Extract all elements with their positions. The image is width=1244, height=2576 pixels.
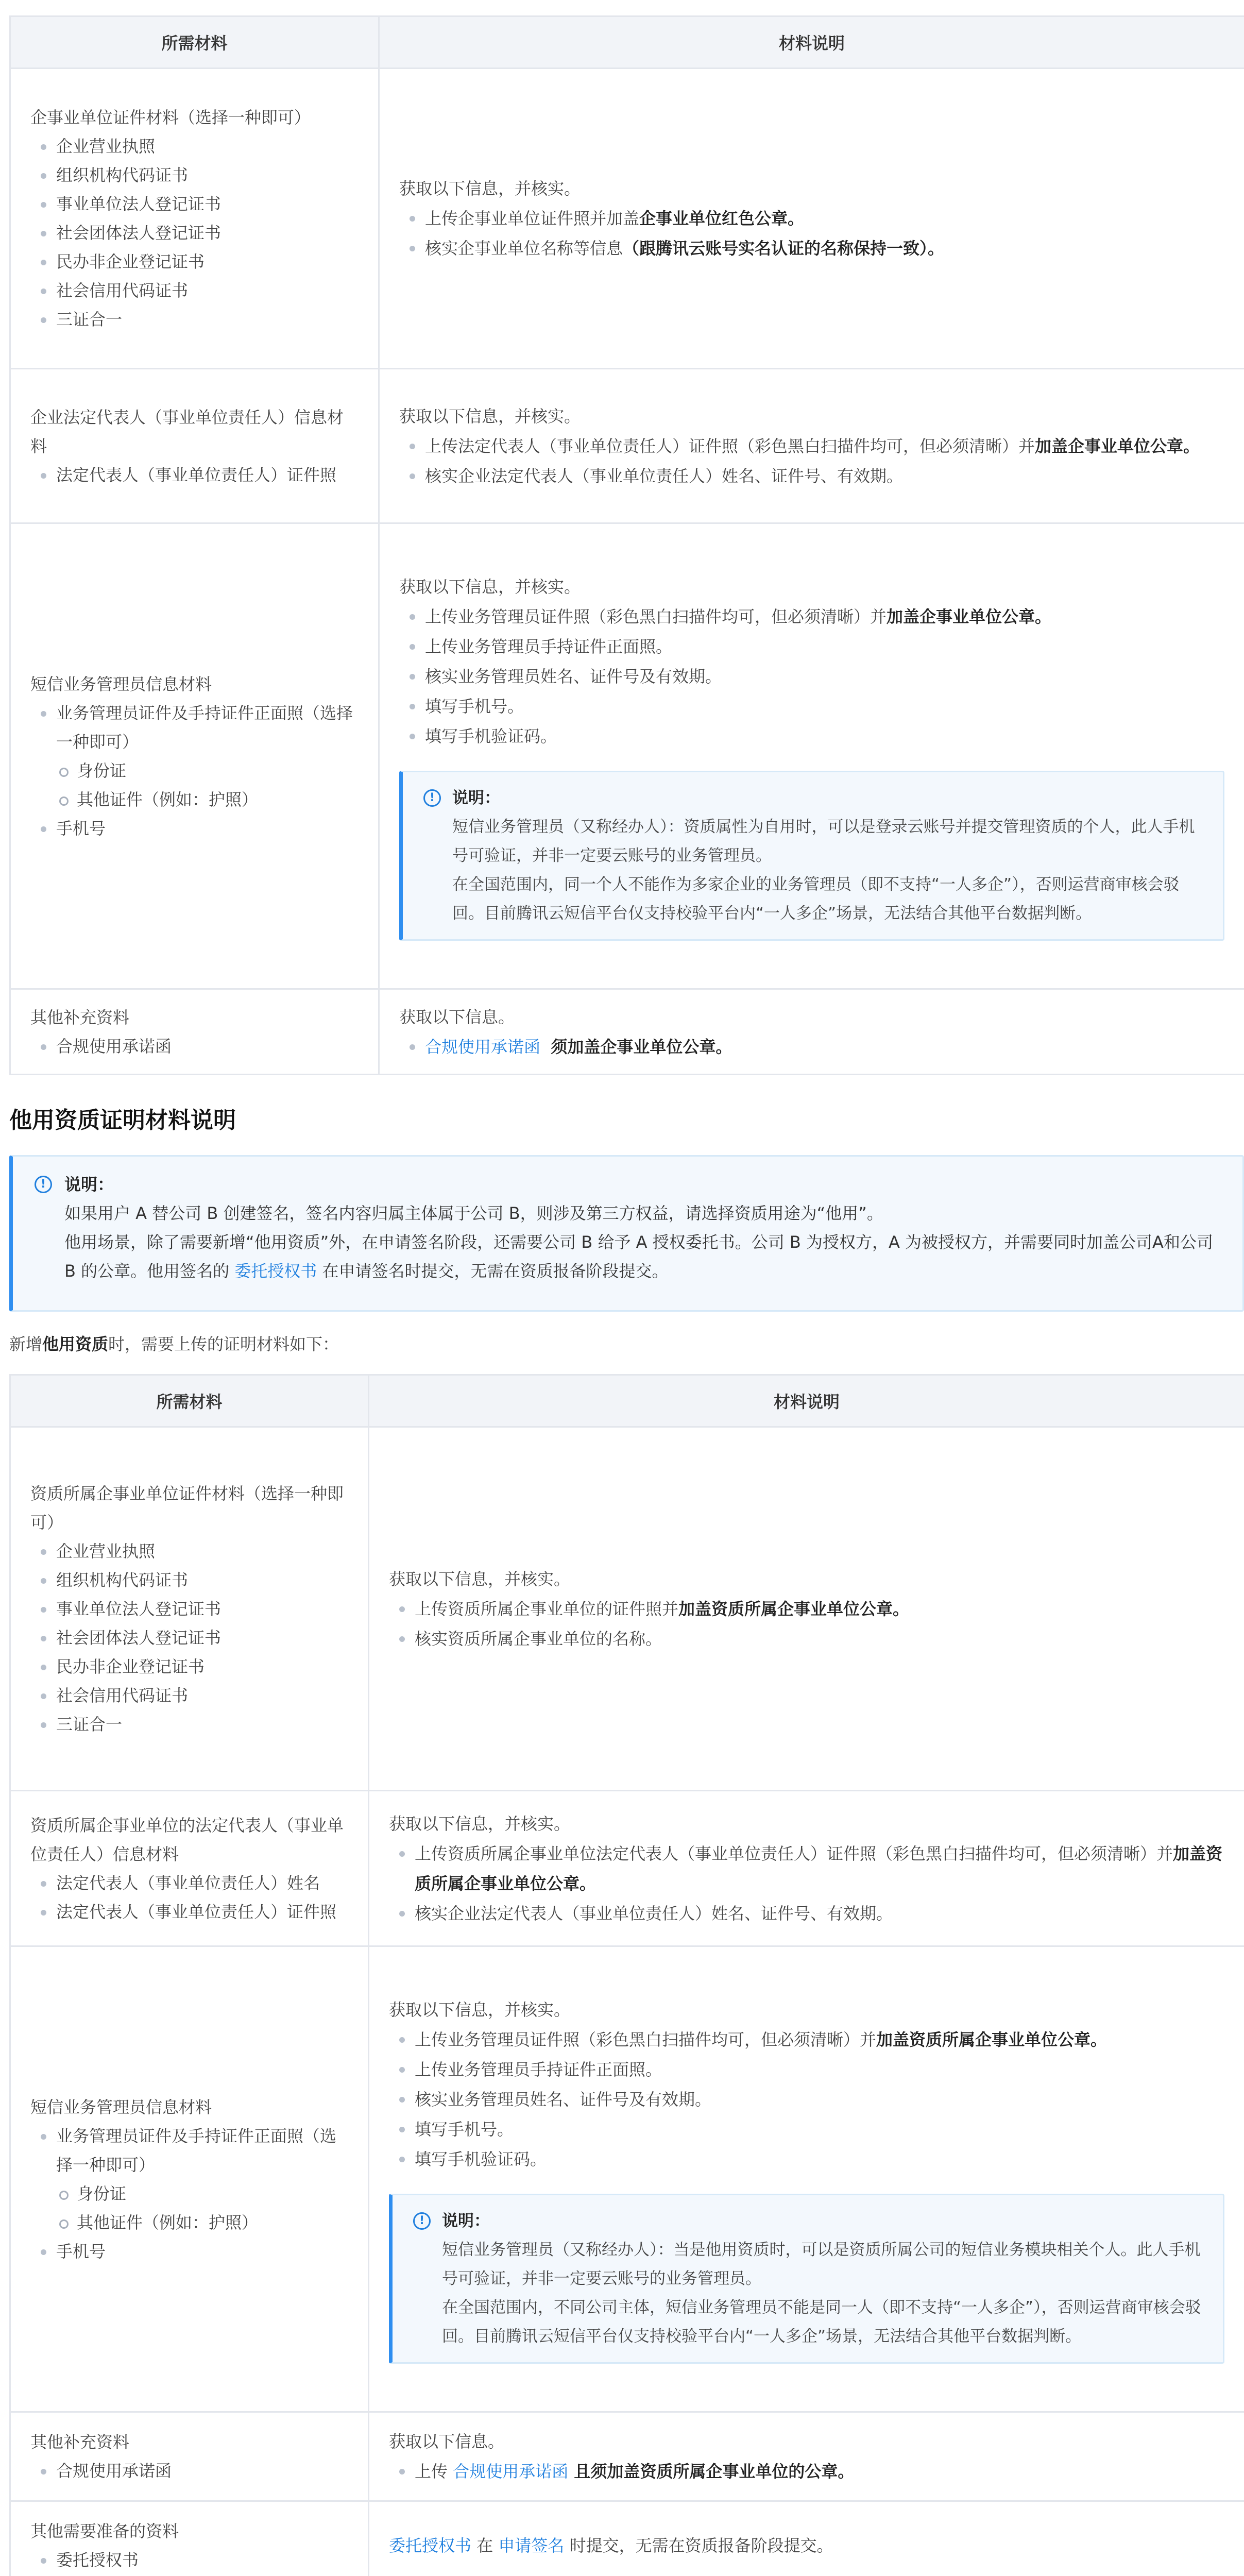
table-row [10,69,1244,369]
table-row [10,1946,1244,2412]
list-item: 组织机构代码证书 [30,1566,348,1595]
list-item: 事业单位法人登记证书 [30,190,359,218]
description-intro: 获取以下信息，并核实。 [389,1569,571,1589]
material-list [30,2546,348,2574]
list-item [30,699,359,814]
item-text: 上传企事业单位证件照并加盖 [425,209,640,228]
list-item: 法定代表人（事业单位责任人）证件照 [30,461,359,489]
materials-cell [10,2412,369,2501]
list-item: 民办非企业登记证书 [30,247,359,276]
list-item: 合规使用承诺函 [30,1032,359,1061]
item-emphasis: 企事业单位红色公章。 [639,209,805,228]
material-list [30,1032,359,1061]
item-text: 上传资质所属企事业单位的证件照并 [415,1599,679,1619]
note-box [9,1155,1244,1312]
sub-list-item: 其他证件（例如：护照） [30,785,359,814]
list-item [389,1594,1224,1624]
description-intro: 获取以下信息，并核实。 [389,1814,571,1834]
description-cell [369,2412,1244,2501]
list-item: 组织机构代码证书 [30,161,359,190]
table-row [10,2412,1244,2501]
intro-emphasis: 他用资质 [42,1334,109,1354]
item-text: 上传法定代表人（事业单位责任人）证件照（彩色黑白扫描件均可，但必须清晰）并 [425,436,1035,456]
table-row [10,989,1244,1075]
description-list [399,204,1224,263]
item-emphasis: 且须加盖资质所属企事业单位的公章。 [568,2462,855,2481]
description-intro: 获取以下信息。 [389,2432,505,2451]
material-list [30,1537,348,1739]
list-item [399,233,1224,263]
materials-cell [10,523,379,989]
materials-cell [10,989,379,1075]
authorization-letter-link[interactable]: 委托授权书 [234,1261,317,1281]
table-row [10,1427,1244,1791]
list-item: 社会团体法人登记证书 [30,218,359,247]
list-item [389,2456,1224,2486]
note-text-part: 在申请签名时提交，无需在资质报备阶段提交。 [317,1261,669,1281]
item-emphasis: 加盖企事业单位公章。 [887,606,1052,626]
item-text: 业务管理员证件及手持证件正面照（选择一种即可） [56,2126,337,2175]
description-list [389,2456,1224,2486]
item-emphasis: 加盖资质所属企事业单位公章。 [876,2029,1107,2049]
list-item: 法定代表人（事业单位责任人）证件照 [30,1897,348,1926]
apply-signature-link[interactable]: 申请签名 [498,2535,565,2555]
list-item: 社会团体法人登记证书 [30,1623,348,1652]
sub-list [30,2179,348,2237]
list-item: 上传业务管理员手持证件正面照。 [389,2055,1224,2084]
intro-part: 时，需要上传的证明材料如下： [108,1334,339,1354]
note-title: 说明： [442,2211,490,2230]
item-emphasis: 加盖资质所属企事业单位公章。 [678,1599,910,1619]
list-item: 三证合一 [30,1710,348,1739]
description-list [389,2025,1224,2174]
info-circle-icon: ! [413,2212,431,2230]
material-title: 资质所属企事业单位证件材料（选择一种即可） [30,1483,344,1532]
item-text: 时提交，无需在资质报备阶段提交。 [564,2535,833,2555]
item-emphasis: 须加盖企事业单位公章。 [551,1037,732,1057]
list-item: 三证合一 [30,305,359,334]
sub-list-item: 其他证件（例如：护照） [30,2208,348,2237]
list-item: 上传业务管理员手持证件正面照。 [399,632,1224,662]
list-item: 手机号 [30,2237,348,2266]
list-item: 填写手机验证码。 [389,2144,1224,2174]
description-cell [379,369,1244,523]
list-item: 事业单位法人登记证书 [30,1595,348,1623]
table-row [10,369,1244,523]
materials-table-self-use [9,15,1244,1075]
item-emphasis: 加盖企事业单位公章。 [1035,436,1200,456]
intro-text [9,1331,339,1357]
sub-list-item: 身份证 [30,2179,348,2208]
description-intro: 获取以下信息，并核实。 [399,577,581,597]
description-list [399,602,1224,751]
note-text: 短信业务管理员（又称经办人）：资质属性为自用时，可以是登录云账号并提交管理资质的个人，此人手机号可验证，并非一定要云账号的业务管理员。 [452,817,1195,865]
material-list [30,2122,348,2266]
list-item: 企业营业执照 [30,132,359,161]
commitment-letter-link[interactable]: 合规使用承诺函 [425,1037,541,1057]
description-intro: 获取以下信息，并核实。 [399,406,581,426]
description-list [399,1032,1224,1062]
description-list [399,431,1224,491]
material-title: 企事业单位证件材料（选择一种即可） [30,108,311,127]
list-item: 核实企业法定代表人（事业单位责任人）姓名、证件号、有效期。 [399,461,1224,491]
list-item: 合规使用承诺函 [30,2456,348,2485]
list-item [399,204,1224,233]
item-text: 上传 [415,2462,453,2481]
list-item [389,1839,1224,1899]
material-list [30,461,359,489]
description-intro: 获取以下信息。 [399,1007,515,1027]
material-title: 企业法定代表人（事业单位责任人）信息材料 [30,407,344,456]
note-box [399,771,1224,941]
materials-cell [10,369,379,523]
list-item: 委托授权书 [30,2546,348,2574]
list-item: 核实企业法定代表人（事业单位责任人）姓名、证件号、有效期。 [389,1899,1224,1928]
item-emphasis: （跟腾讯云账号实名认证的名称保持一致）。 [623,239,945,258]
materials-cell [10,1791,369,1946]
note-box [389,2194,1224,2364]
description-intro: 获取以下信息，并核实。 [399,179,581,198]
column-header-materials: 所需材料 [10,16,379,69]
item-text: 业务管理员证件及手持证件正面照（选择一种即可） [56,703,353,752]
list-item: 社会信用代码证书 [30,1681,348,1710]
material-list [30,132,359,334]
description-cell [369,2501,1244,2576]
item-emphasis: 加盖资质所属企事业单位公章。 [415,1843,1223,1893]
list-item: 法定代表人（事业单位责任人）姓名 [30,1869,348,1897]
description-cell [379,989,1244,1075]
list-item [30,2122,348,2237]
commitment-letter-link[interactable]: 合规使用承诺函 [453,2462,569,2481]
authorization-letter-link[interactable]: 委托授权书 [389,2535,472,2555]
note-text: 如果用户 A 替公司 B 创建签名，签名内容归属主体属于公司 B，则涉及第三方权益，请选择资质用途为“他用”。 [64,1204,883,1223]
item-text: 上传业务管理员证件照（彩色黑白扫描件均可，但必须清晰）并 [415,2029,877,2049]
sub-list-item: 身份证 [30,756,359,785]
note-text: 短信业务管理员（又称经办人）：当是他用资质时，可以是资质所属公司的短信业务模块相关个人。此人手机号可验证，并非一定要云账号的业务管理员。 [442,2240,1201,2288]
material-list [30,1869,348,1926]
list-item [399,431,1224,461]
list-item [399,602,1224,632]
materials-table-other-use [9,1374,1244,2576]
description-list [389,1594,1224,1654]
material-list [30,2456,348,2485]
list-item: 手机号 [30,814,359,843]
list-item [399,1032,1224,1062]
column-header-materials: 所需材料 [10,1375,369,1427]
column-header-description: 材料说明 [369,1375,1244,1427]
description-cell [379,523,1244,989]
material-title: 资质所属企事业单位的法定代表人（事业单位责任人）信息材料 [30,1815,344,1864]
section-title: 他用资质证明材料说明 [9,1107,236,1133]
list-item: 核实资质所属企事业单位的名称。 [389,1624,1224,1654]
note-text [64,1228,1227,1285]
material-title: 其他补充资料 [30,1007,130,1027]
item-text: 在 [471,2535,499,2555]
note-title: 说明： [64,1175,114,1194]
material-title: 其他需要准备的资料 [30,2521,179,2541]
table-row [10,523,1244,989]
material-title: 短信业务管理员信息材料 [30,674,212,694]
column-header-description: 材料说明 [379,16,1244,69]
list-item: 核实业务管理员姓名、证件号及有效期。 [399,662,1224,691]
material-title: 其他补充资料 [30,2432,130,2452]
note-text-part: 他用场景，除了需要新增“他用资质”外，在申请签名阶段，还需要公司 B 给予 A 授权委托书。公司 B 为授权方，A 为被授权方，并需要同时加盖公司A和公司 B 的公章。他用签名的 [64,1232,1213,1281]
sub-list [30,756,359,814]
list-item: 填写手机验证码。 [399,721,1224,751]
list-item: 企业营业执照 [30,1537,348,1566]
note-title: 说明： [452,788,500,807]
materials-cell [10,69,379,369]
table-header-row [10,1375,1244,1427]
description-cell [369,1946,1244,2412]
item-text: 核实企事业单位名称等信息 [425,239,623,258]
materials-cell [10,1427,369,1791]
item-text: 上传资质所属企事业单位法定代表人（事业单位责任人）证件照（彩色黑白扫描件均可，但必须清晰）并 [415,1843,1173,1863]
info-circle-icon: ! [35,1176,52,1193]
list-item: 填写手机号。 [399,691,1224,721]
list-item: 社会信用代码证书 [30,276,359,305]
description-cell [369,1791,1244,1946]
note-text: 在全国范围内，同一个人不能作为多家企业的业务管理员（即不支持“一人多企”），否则运营商审核会驳回。目前腾讯云短信平台仅支持校验平台内“一人多企”场景，无法结合其他平台数据判断。 [452,875,1180,923]
list-item [389,2025,1224,2055]
info-circle-icon: ! [423,789,441,807]
list-item: 民办非企业登记证书 [30,1652,348,1681]
note-text: 在全国范围内，不同公司主体，短信业务管理员不能是同一人（即不支持“一人多企”），否则运营商审核会驳回。目前腾讯云短信平台仅支持校验平台内“一人多企”场景，无法结合其他平台数据判断。 [442,2298,1201,2346]
description-list [389,1839,1224,1928]
list-item: 填写手机号。 [389,2114,1224,2144]
description-intro: 获取以下信息，并核实。 [389,1999,571,2020]
description-text [389,2531,1224,2561]
item-text: 上传业务管理员证件照（彩色黑白扫描件均可，但必须清晰）并 [425,606,887,626]
material-list [30,699,359,843]
list-item: 核实业务管理员姓名、证件号及有效期。 [389,2084,1224,2114]
materials-cell [10,1946,369,2412]
table-row [10,2501,1244,2576]
description-cell [379,69,1244,369]
material-title: 短信业务管理员信息材料 [30,2097,212,2117]
table-row [10,1791,1244,1946]
intro-part: 新增 [9,1334,43,1354]
description-cell [369,1427,1244,1791]
materials-cell [10,2501,369,2576]
table-header-row [10,16,1244,69]
